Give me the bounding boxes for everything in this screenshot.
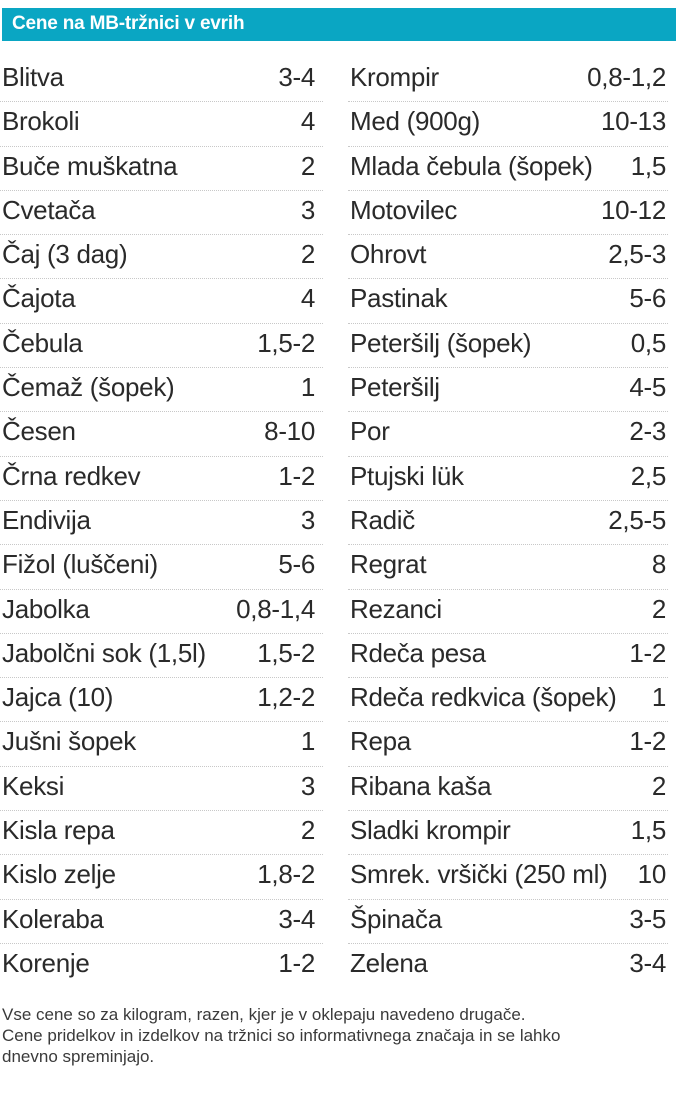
list-item bbox=[0, 767, 323, 811]
item-price: 3-4 bbox=[278, 62, 315, 92]
item-name: Keksi bbox=[2, 770, 65, 801]
item-price: 4 bbox=[300, 106, 315, 137]
footnote-line: dnevno spreminjajo. bbox=[2, 1047, 155, 1066]
item-price: 3 bbox=[300, 504, 315, 535]
list-item bbox=[348, 855, 668, 899]
item-name: Špinača bbox=[350, 903, 442, 934]
item-price: 1-2 bbox=[629, 726, 666, 757]
item-name: Mlada čebula (šopek) bbox=[350, 150, 593, 181]
item-price: 2 bbox=[651, 770, 666, 801]
item-price: 3 bbox=[300, 194, 315, 225]
item-name: Por bbox=[350, 416, 390, 447]
item-name: Ohrovt bbox=[350, 239, 427, 270]
list-item bbox=[348, 944, 668, 988]
list-item bbox=[0, 102, 323, 146]
item-name: Koleraba bbox=[2, 903, 104, 934]
item-name: Zelena bbox=[350, 947, 428, 978]
item-name: Sladki krompir bbox=[350, 815, 511, 846]
item-price: 4-5 bbox=[629, 372, 666, 403]
footnote bbox=[2, 1004, 672, 1067]
item-price: 2,5-5 bbox=[608, 504, 666, 535]
item-price: 5-6 bbox=[629, 283, 666, 314]
item-price: 8-10 bbox=[264, 416, 315, 447]
item-name: Čaj (3 dag) bbox=[2, 239, 128, 270]
list-item bbox=[0, 855, 323, 899]
item-price: 2 bbox=[300, 815, 315, 846]
item-name: Česen bbox=[2, 416, 76, 447]
list-item bbox=[348, 412, 668, 456]
item-price: 2,5-3 bbox=[608, 239, 666, 270]
list-item bbox=[0, 590, 323, 634]
item-name: Kisla repa bbox=[2, 815, 115, 846]
item-name: Kislo zelje bbox=[2, 859, 116, 890]
list-item bbox=[0, 678, 323, 722]
item-price: 0,5 bbox=[630, 327, 666, 358]
item-price: 1,8-2 bbox=[257, 859, 315, 890]
page-title: Cene na MB-tržnici v evrih bbox=[12, 13, 245, 34]
item-name: Ribana kaša bbox=[350, 770, 492, 801]
item-price: 2-3 bbox=[629, 416, 666, 447]
list-item bbox=[0, 58, 323, 102]
item-price: 1 bbox=[651, 682, 666, 713]
item-name: Pastinak bbox=[350, 283, 448, 314]
item-name: Jušni šopek bbox=[2, 726, 136, 757]
item-price: 1 bbox=[300, 372, 315, 403]
item-name: Krompir bbox=[350, 62, 439, 92]
list-item bbox=[0, 191, 323, 235]
item-price: 3-4 bbox=[629, 947, 666, 978]
item-name: Regrat bbox=[350, 549, 427, 580]
list-item bbox=[0, 368, 323, 412]
item-name: Rdeča redkvica (šopek) bbox=[350, 682, 617, 713]
list-item bbox=[348, 147, 668, 191]
list-item bbox=[348, 501, 668, 545]
item-name: Repa bbox=[350, 726, 411, 757]
item-name: Smrek. vršički (250 ml) bbox=[350, 859, 608, 890]
item-name: Črna redkev bbox=[2, 460, 141, 491]
list-item bbox=[348, 102, 668, 146]
item-price: 10-12 bbox=[601, 194, 666, 225]
item-name: Čemaž (šopek) bbox=[2, 372, 175, 403]
item-name: Med (900g) bbox=[350, 106, 480, 137]
item-price: 1,5-2 bbox=[257, 327, 315, 358]
list-item bbox=[0, 457, 323, 501]
item-name: Endivija bbox=[2, 504, 91, 535]
item-price: 1,5-2 bbox=[257, 637, 315, 668]
list-item bbox=[348, 368, 668, 412]
item-name: Rdeča pesa bbox=[350, 637, 486, 668]
item-name: Jabolka bbox=[2, 593, 90, 624]
item-price: 5-6 bbox=[278, 549, 315, 580]
list-item bbox=[348, 590, 668, 634]
list-item bbox=[348, 767, 668, 811]
item-name: Jabolčni sok (1,5l) bbox=[2, 637, 206, 668]
item-name: Blitva bbox=[2, 62, 64, 92]
item-name: Jajca (10) bbox=[2, 682, 114, 713]
footnote-line: Vse cene so za kilogram, razen, kjer je v oklepaju navedeno drugače. bbox=[2, 1005, 526, 1024]
list-item bbox=[348, 811, 668, 855]
item-name: Peteršilj (šopek) bbox=[350, 327, 532, 358]
item-price: 1 bbox=[300, 726, 315, 757]
item-price: 0,8-1,4 bbox=[236, 593, 315, 624]
item-name: Fižol (luščeni) bbox=[2, 549, 158, 580]
item-price: 1-2 bbox=[629, 637, 666, 668]
list-item bbox=[348, 722, 668, 766]
list-item bbox=[0, 900, 323, 944]
list-item bbox=[0, 235, 323, 279]
list-item bbox=[348, 58, 668, 102]
price-list-right bbox=[348, 58, 668, 988]
list-item bbox=[0, 501, 323, 545]
item-price: 1-2 bbox=[278, 947, 315, 978]
item-price: 10-13 bbox=[601, 106, 666, 137]
item-price: 2 bbox=[300, 239, 315, 270]
list-item bbox=[348, 900, 668, 944]
item-name: Čajota bbox=[2, 283, 76, 314]
list-item bbox=[348, 545, 668, 589]
item-price: 2 bbox=[300, 150, 315, 181]
item-name: Ptujski lük bbox=[350, 460, 464, 491]
list-item bbox=[348, 279, 668, 323]
item-name: Brokoli bbox=[2, 106, 80, 137]
item-name: Korenje bbox=[2, 947, 90, 978]
item-price: 8 bbox=[651, 549, 666, 580]
item-price: 3-5 bbox=[629, 903, 666, 934]
item-price: 0,8-1,2 bbox=[587, 62, 666, 92]
list-item bbox=[0, 412, 323, 456]
list-item bbox=[0, 811, 323, 855]
list-item bbox=[348, 634, 668, 678]
footnote-line: Cene pridelkov in izdelkov na tržnici so informativnega značaja in se lahko bbox=[2, 1026, 561, 1045]
list-item bbox=[348, 678, 668, 722]
item-price: 2,5 bbox=[630, 460, 666, 491]
item-name: Čebula bbox=[2, 327, 83, 358]
price-list-left bbox=[0, 58, 323, 988]
list-item bbox=[0, 634, 323, 678]
list-item bbox=[348, 457, 668, 501]
list-item bbox=[0, 324, 323, 368]
item-name: Peteršilj bbox=[350, 372, 440, 403]
list-item bbox=[0, 279, 323, 323]
item-price: 1-2 bbox=[278, 460, 315, 491]
list-item bbox=[0, 147, 323, 191]
item-price: 1,5 bbox=[630, 815, 666, 846]
list-item bbox=[348, 235, 668, 279]
title-banner bbox=[2, 8, 676, 41]
item-name: Cvetača bbox=[2, 194, 96, 225]
item-price: 10 bbox=[637, 859, 666, 890]
item-name: Rezanci bbox=[350, 593, 442, 624]
list-item bbox=[0, 722, 323, 766]
item-price: 1,2-2 bbox=[257, 682, 315, 713]
item-name: Radič bbox=[350, 504, 415, 535]
item-price: 1,5 bbox=[630, 150, 666, 181]
item-price: 3 bbox=[300, 770, 315, 801]
item-name: Buče muškatna bbox=[2, 150, 178, 181]
item-name: Motovilec bbox=[350, 194, 458, 225]
list-item bbox=[0, 545, 323, 589]
list-item bbox=[348, 191, 668, 235]
item-price: 2 bbox=[651, 593, 666, 624]
item-price: 3-4 bbox=[278, 903, 315, 934]
list-item bbox=[348, 324, 668, 368]
item-price: 4 bbox=[300, 283, 315, 314]
list-item bbox=[0, 944, 323, 988]
